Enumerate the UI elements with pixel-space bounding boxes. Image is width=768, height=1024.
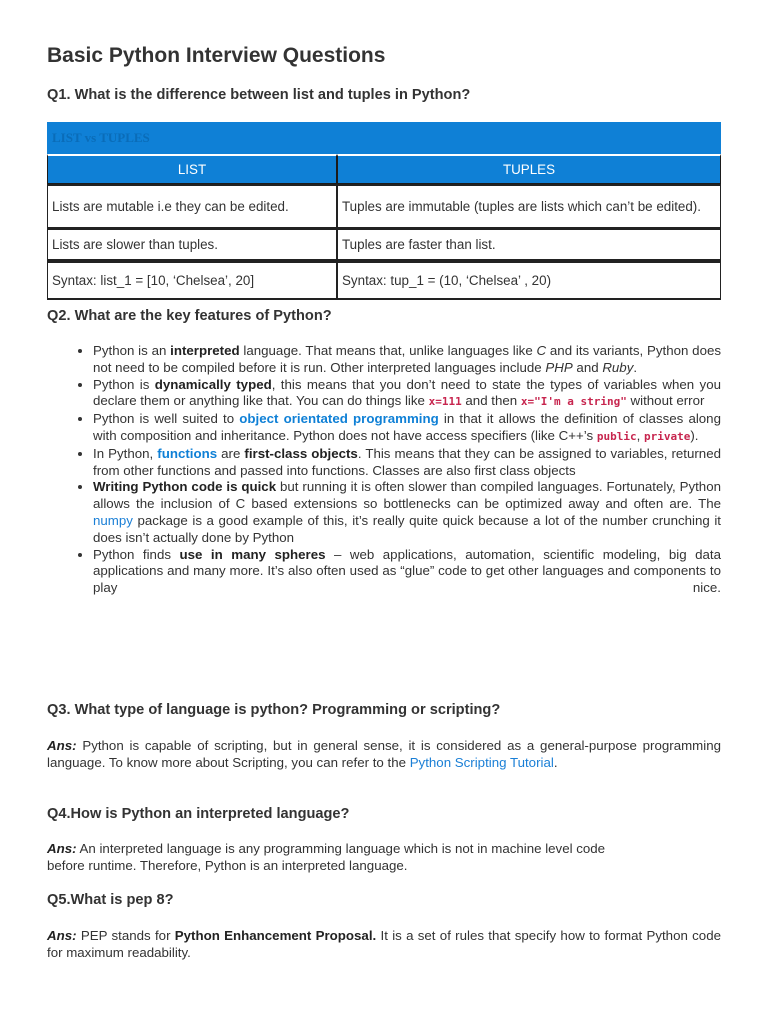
table-row [47,184,721,228]
code-snippet: public [596,429,637,443]
keyword: PHP [545,359,573,375]
answer-label: Ans: [47,738,77,753]
text: . [553,754,558,770]
answer-label: Ans: [47,928,77,943]
list-item [93,411,721,446]
text: are [217,445,245,461]
answer-4 [47,841,721,875]
python-scripting-tutorial-link[interactable]: Python Scripting Tutorial [409,754,554,770]
text: – web applications, automation, scientific modeling, big data applications and many more. It’s also often used as “glue” code to get other languages and components to play nice. [93,546,721,596]
code-snippet: x="I'm a string" [520,395,627,409]
keyword: interpreted [170,343,240,358]
keyword: object orientated programming [239,411,439,427]
table-banner: LIST vs TUPLES [47,122,721,154]
table-cell: Tuples are faster than list. [337,228,721,260]
text: ). [690,427,699,443]
text: language. That means that, unlike languages like [239,343,537,358]
text: . This means that they can be assigned to variables, returned from other functions and passed into functions. Classes are also first class objects [93,445,721,478]
table-cell: Tuples are immutable (tuples are lists which can’t be edited). [337,184,721,228]
text: Python is capable of scripting, but in general sense, it is considered as a general-purpose programming language. To know more about Scripting, you can refer to the [47,738,721,770]
text: and [572,359,603,375]
features-list [47,343,721,597]
column-header-list: LIST [47,154,337,184]
keyword: use in many spheres [179,546,326,562]
table-row [47,228,721,260]
text: PEP stands for [76,928,175,943]
code-snippet: private [643,429,691,443]
comparison-table [47,154,721,300]
question-3-heading: Q3. What type of language is python? Programming or scripting? [47,702,501,718]
keyword: Python Enhancement Proposal. [174,928,377,943]
table-cell: Syntax: list_1 = [10, ‘Chelsea’, 20] [47,260,337,300]
numpy-link[interactable]: numpy [93,512,133,528]
table-cell: Lists are slower than tuples. [47,228,337,260]
text: package is a good example of this, it’s really quite quick because a lot of the number crunching it does isn’t actually done by Python [93,512,721,545]
column-header-tuples: TUPLES [337,154,721,184]
list-item [93,547,721,597]
text: , this means that you don’t need to state the types of variables when you declare them or anything like that. You can do things like [93,376,721,409]
keyword: first-class objects [244,445,358,461]
list-item [93,343,721,377]
list-vs-tuples-table [47,122,721,300]
text: but running it is often slower than compiled languages. Fortunately, Python allows the inclusion of C based extensions so bottlenecks can be optimized away and often are. The [93,479,721,512]
question-1-heading: Q1. What is the difference between list and tuples in Python? [47,87,471,103]
text: Python is well suited to [93,411,240,427]
question-5-heading: Q5.What is pep 8? [47,892,174,908]
text: in that it allows the definition of classes along with composition and inheritance. Python does not have access specifiers (like C++’s [93,411,721,443]
keyword: functions [157,445,218,461]
table-cell: Syntax: tup_1 = (10, ‘Chelsea’ , 20) [337,260,721,300]
list-item [93,479,721,546]
question-2-heading: Q2. What are the key features of Python? [47,308,332,324]
keyword: Writing Python code is quick [93,479,277,495]
answer-label: Ans: [47,841,77,856]
answer-3 [47,738,721,772]
list-item [93,377,721,412]
answer-5 [47,928,721,962]
page-title: Basic Python Interview Questions [47,44,386,67]
text: . [633,359,638,375]
text: An interpreted language is any programming language which is not in machine level code [76,841,606,856]
table-row [47,260,721,300]
text: Python finds [93,546,180,562]
keyword: dynamically typed [154,376,272,392]
text: before runtime. Therefore, Python is an interpreted language. [47,857,408,873]
question-4-heading: Q4.How is Python an interpreted language? [47,806,350,822]
keyword: C [536,343,547,358]
text: , [636,427,644,443]
text: without error [626,393,705,409]
text: In Python, [93,445,158,461]
table-cell: Lists are mutable i.e they can be edited. [47,184,337,228]
table-header-row [47,154,721,184]
list-item [93,446,721,480]
text: It is a set of rules that specify how to format Python code for maximum readability. [47,928,721,960]
code-snippet: x=111 [428,395,462,409]
text: Python is an [93,343,171,358]
text: Python is [93,376,155,392]
text: and its variants, Python does not need to be compiled before it is run. Other interpreted languages include [93,343,722,375]
keyword: Ruby [602,359,634,375]
text: and then [461,393,521,409]
